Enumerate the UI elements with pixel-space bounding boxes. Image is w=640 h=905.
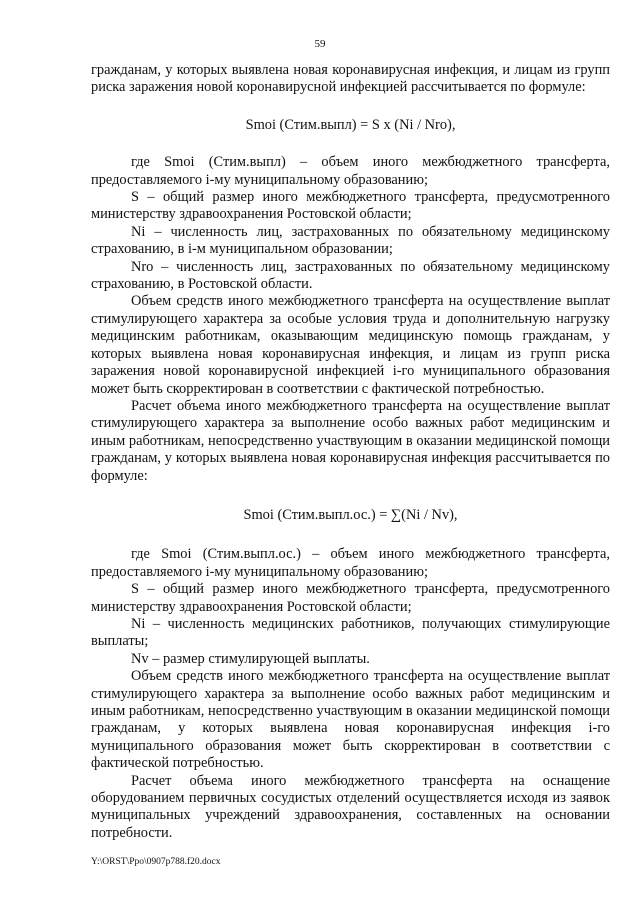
formula-stim-vypl: Smoi (Стим.выпл) = S x (Ni / Nro),: [245, 116, 456, 133]
document-body: [91, 62, 610, 842]
definition-ni-2: Ni – численность медицинских работников, получающих стимулирующие выплаты;: [91, 615, 610, 650]
paragraph-intro-continuation: гражданам, у которых выявлена новая коронавирусная инфекция, и лицам из групп риска заражения новой коронавирусной инфекцией рассчитывается по формуле:: [91, 62, 610, 96]
paragraph-equipment: Расчет объема иного межбюджетного трансферта на оснащение оборудованием первичных сосудистых отделений осуществляется исходя из заявок муниципальных учреждений здравоохранения, составленных на основании потребности.: [91, 772, 610, 841]
paragraph-correction-2: Объем средств иного межбюджетного трансферта на осуществление выплат стимулирующего характера за выполнение особо важных работ медицинским и иным работникам, непосредственно участвующим в оказании медицинской помощи гражданам, у которых выявлена новая коронавирусная инфекция i-го муниципального образования может быть скорректирован в соответствии с фактической потребностью.: [91, 668, 610, 772]
page-number: 59: [314, 38, 326, 50]
definition-s: S – общий размер иного межбюджетного трансферта, предусмотренного министерству здравоохранения Ростовской области;: [91, 189, 610, 223]
definition-s-2: S – общий размер иного межбюджетного трансферта, предусмотренного министерству здравоохранения Ростовской области;: [91, 581, 610, 615]
definition-smoi: где Smoi (Стим.выпл) – объем иного межбюджетного трансферта, предоставляемого i-му муниципальному образованию;: [91, 154, 610, 188]
formula-stim-vypl-os: Smoi (Стим.выпл.ос.) = ∑(Ni / Nv),: [243, 506, 458, 523]
definition-nv: Nv – размер стимулирующей выплаты.: [131, 650, 370, 667]
definition-ni: Ni – численность лиц, застрахованных по обязательному медицинскому страхованию, в i-м муниципальном образовании;: [91, 223, 610, 258]
paragraph-correction-1: Объем средств иного межбюджетного трансферта на осуществление выплат стимулирующего характера за особые условия труда и дополнительную нагрузку медицинским работникам, оказывающим медицинскую помощь гражданам, у которых выявлена новая коронавирусная инфекция, и лицам из групп риска заражения новой коронавирусной инфекцией i-го муниципального образования может быть скорректирован в соответствии с фактической потребностью.: [91, 293, 610, 397]
definition-smoi-os: где Smoi (Стим.выпл.ос.) – объем иного межбюджетного трансферта, предоставляемого i-му муниципальному образованию;: [91, 546, 610, 580]
footer-file-path: Y:\ORST\Ppo\0907p788.f20.docx: [91, 857, 221, 867]
definition-nro: Nro – численность лиц, застрахованных по обязательному медицинскому страхованию, в Ростовской области.: [91, 258, 610, 293]
paragraph-calculation-2: Расчет объема иного межбюджетного трансферта на осуществление выплат стимулирующего характера за выполнение особо важных работ медицинским и иным работникам, непосредственно участвующим в оказании медицинской помощи гражданам, у которых выявлена новая коронавирусная инфекция рассчитывается по формуле:: [91, 397, 610, 484]
